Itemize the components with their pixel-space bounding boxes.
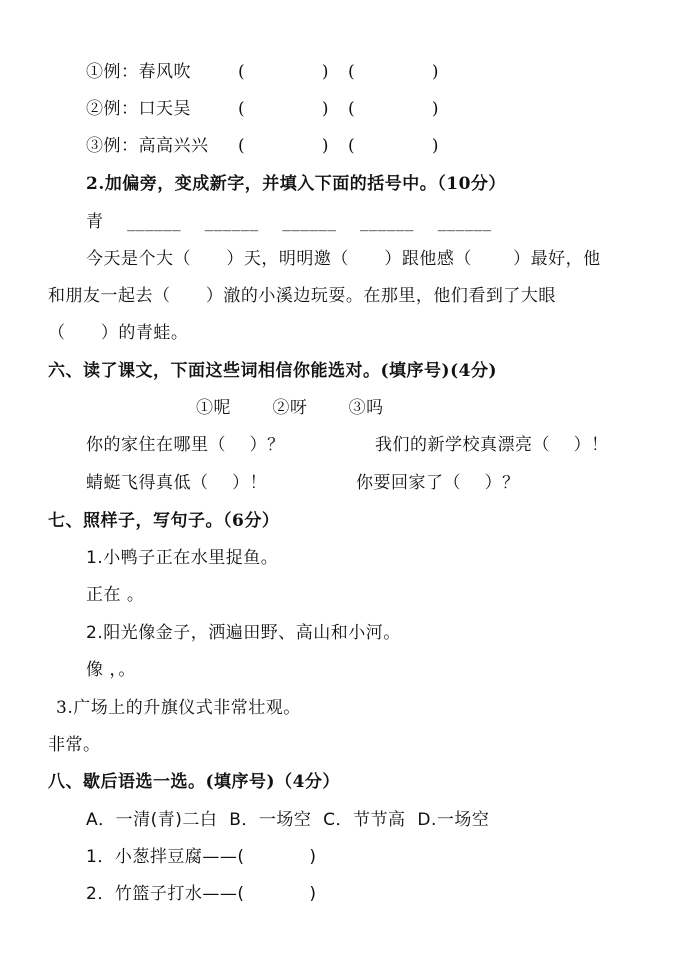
- s6-q2: 我们的新学校真漂亮（ ）！: [375, 435, 609, 455]
- s7-line-3: 2.阳光像金子，洒遍田野、高山和小河。: [86, 623, 401, 643]
- s8-options: A．一清(青)二白 B．一场空 C．节节高 D.一场空: [86, 810, 490, 830]
- ex1-paren-2: ( ): [348, 62, 440, 82]
- ex3-paren-1: ( ): [238, 136, 330, 156]
- ex3-paren-2: ( ): [348, 136, 440, 156]
- q2-paragraph-line-3: （ ）的青蛙。: [48, 323, 189, 343]
- ex2-label: ②例：口天吴: [86, 99, 191, 119]
- q2-blanks: 青 ______ ______ ______ ______ ______: [86, 212, 492, 232]
- s6-q1: 你的家住在哪里（ ）？: [86, 435, 285, 455]
- s7-line-6: 非常。: [48, 735, 101, 755]
- q2-paragraph-line-2: 和朋友一起去（ ）澈的小溪边玩耍。在那里，他们看到了大眼: [48, 286, 556, 306]
- s6-q4: 你要回家了（ ）？: [356, 473, 520, 493]
- q2-paragraph-line-1: 今天是个大（ ）天，明明邀（ ）跟他感（ ）最好，他: [86, 249, 601, 269]
- ex1-paren-1: ( ): [238, 62, 330, 82]
- ex2-paren-2: ( ): [348, 99, 440, 119]
- section-6-options: ①呢 ②呀 ③吗: [196, 398, 384, 418]
- section-6-heading: 六、读了课文，下面这些词相信你能选对。(填序号)(4分): [48, 361, 498, 381]
- s7-line-1: 1.小鸭子正在水里捉鱼。: [86, 548, 279, 568]
- ex2-paren-1: ( ): [238, 99, 330, 119]
- s6-q3: 蜻蜓飞得真低（ ）！: [86, 473, 268, 493]
- section-8-heading: 八、歇后语选一选。(填序号)（4分）: [48, 772, 340, 792]
- section-7-heading: 七、照样子，写句子。（6分）: [48, 511, 280, 531]
- ex3-label: ③例：高高兴兴: [86, 136, 209, 156]
- s7-line-2: 正在 。: [86, 585, 145, 605]
- ex1-label: ①例：春风吹: [86, 62, 191, 82]
- s8-line-2: 2．竹篮子打水——( ): [86, 884, 317, 904]
- s7-line-4: 像 ，。: [86, 660, 136, 680]
- s8-line-1: 1．小葱拌豆腐——( ): [86, 847, 317, 867]
- q2-heading: 2.加偏旁，变成新字，并填入下面的括号中。（10分）: [86, 174, 506, 194]
- s7-line-5: 3.广场上的升旗仪式非常壮观。: [56, 698, 301, 718]
